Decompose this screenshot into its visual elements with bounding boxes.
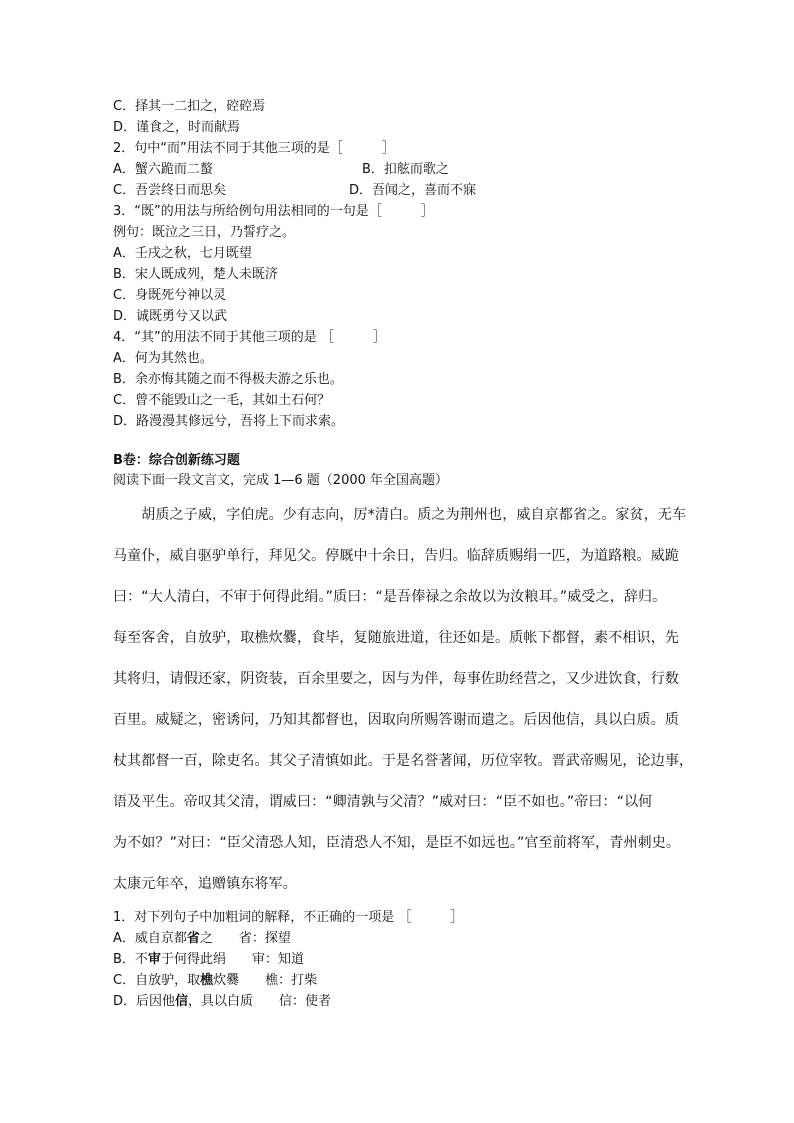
question-option <box>113 951 304 969</box>
question-stem: 3．“既”的用法与所给例句用法相同的一句是［ ］ <box>113 204 434 219</box>
option-text: C．自放驴，取 <box>113 973 201 988</box>
question-option: C．吾尝终日而思矣 <box>113 183 227 198</box>
section-title: B卷：综合创新练习题 <box>113 453 240 468</box>
option-text: D．后因他 <box>113 994 176 1009</box>
question-option-row <box>113 161 213 179</box>
question-option: C．曾不能毁山之一毛，其如土石何？ <box>113 393 331 408</box>
passage-line: 太康元年卒，追赠镇东将军。 <box>113 876 297 892</box>
question-option: B．余亦悔其随之而不得极夫游之乐也。 <box>113 372 343 387</box>
passage-line: 语及平生。帝叹其父清，谓威曰：“卿清孰与父清？”威对曰：“臣不如也。”帝曰：“以何 <box>113 794 653 810</box>
bold-word: 樵 <box>200 973 214 988</box>
option-text: 炊爨 樵：打柴 <box>213 973 318 988</box>
question-option: A．蟹六跪而二螯 <box>113 162 213 177</box>
question-option: B．扣舷而歌之 <box>362 162 449 177</box>
passage-line: 曰：“大人清白，不审于何得此绢。”质曰：“是吾俸禄之余故以为汝粮耳。”威受之，辞归。 <box>113 589 667 605</box>
passage-line: 杖其都督一百，除吏名。其父子清慎如此。于是名誉著闻，历位宰牧。晋武帝赐见，论边事， <box>113 753 694 769</box>
question-option: C．身既死兮神以灵 <box>113 288 227 303</box>
bold-word: 信 <box>175 994 189 1009</box>
question-option <box>113 993 331 1011</box>
question-option: D．诚既勇兮又以武 <box>113 309 228 324</box>
question-option: B．宋人既成列，楚人未既济 <box>113 267 278 282</box>
option-text: A．威自京都 <box>113 931 187 946</box>
passage-line: 马童仆，威自驱驴单行，拜见父。停厩中十余日，告归。临辞质赐绢一匹，为道路粮。威跪 <box>113 548 679 564</box>
section-intro: 阅读下面一段文言文，完成 1—6 题（2000 年全国高题） <box>113 473 449 488</box>
passage-line: 每至客舍，自放驴，取樵炊爨，食毕，复随旅进道，往还如是。质帐下都督，素不相识，先 <box>113 630 679 646</box>
question-option: A．壬戌之秋，七月既望 <box>113 246 252 261</box>
passage-line: 其将归，请假还家，阴资装，百余里要之，因与为伴，每事佐助经营之，又少进饮食，行数 <box>113 671 679 687</box>
question-option-row <box>113 182 226 200</box>
question-option: A．何为其然也。 <box>113 351 213 366</box>
bold-word: 审 <box>147 952 161 967</box>
passage-line: 百里。威疑之，密诱问，乃知其都督也，因取向所赐答谢而遣之。后因他信，具以白质。质 <box>113 712 679 728</box>
question-option <box>113 930 291 948</box>
passage-line: 为不如？”对曰：“臣父清恐人知，臣清恐人不知，是臣不如远也。”官至前将军，青州刺史。 <box>113 835 681 851</box>
question-option: D．谨食之，时而献焉 <box>113 120 241 135</box>
question-option: D．路漫漫其修远兮，吾将上下而求索。 <box>113 414 345 429</box>
question-stem: 1．对下列句子中加粗词的解释，不正确的一项是 ［ ］ <box>113 910 464 925</box>
option-text: ，具以白质 信：使者 <box>188 994 332 1009</box>
option-text: B．不 <box>113 952 148 967</box>
option-text: 之 省：探望 <box>199 931 291 946</box>
passage-line: 胡质之子威，字伯虎。少有志向，厉*清白。质之为荆州也，威自京都省之。家贫，无车 <box>113 507 687 523</box>
question-stem: 2．句中“而”用法不同于其他三项的是［ ］ <box>113 141 395 156</box>
example-sentence: 例句：既泣之三日，乃誓疗之。 <box>113 225 296 240</box>
option-text: 于何得此绢 审：知道 <box>160 952 304 967</box>
question-option: D．吾闻之，喜而不寐 <box>349 183 477 198</box>
bold-word: 省 <box>186 931 200 946</box>
question-option <box>113 972 317 990</box>
question-stem: 4．“其”的用法不同于其他三项的是 ［ ］ <box>113 330 386 345</box>
question-option: C．择其一二扣之，硿硿焉 <box>113 99 266 114</box>
